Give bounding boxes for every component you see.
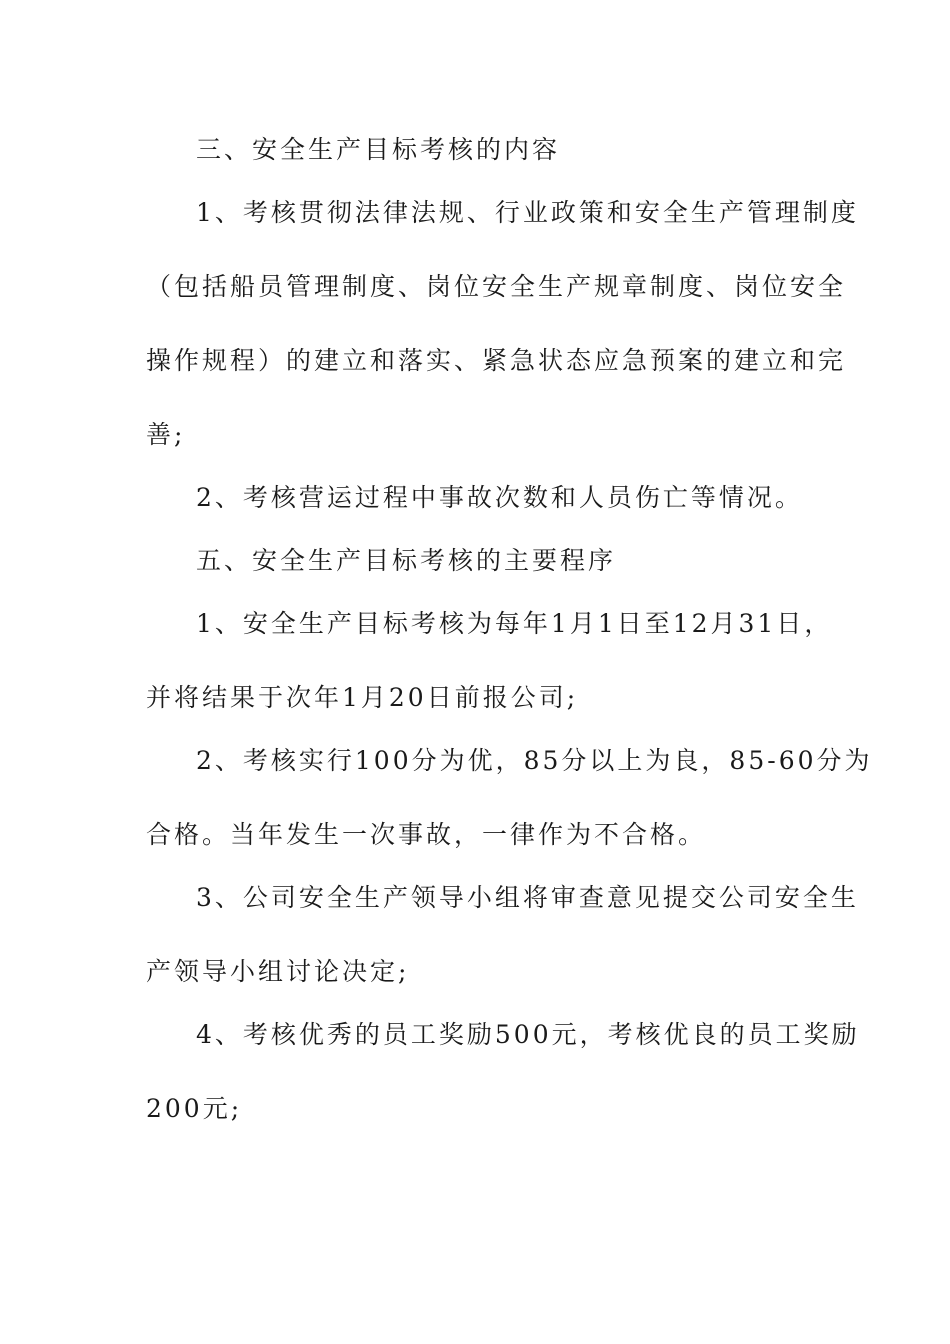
- section-heading-five: 五、安全生产目标考核的主要程序: [196, 546, 617, 575]
- paragraph-line: 1、考核贯彻法律法规、行业政策和安全生产管理制度: [196, 198, 859, 227]
- paragraph-line: 3、公司安全生产领导小组将审查意见提交公司安全生: [196, 883, 859, 912]
- paragraph-line: 产领导小组讨论决定;: [146, 957, 410, 986]
- paragraph-line: 并将结果于次年1月20日前报公司;: [146, 683, 579, 712]
- paragraph-line: 善;: [146, 420, 186, 449]
- paragraph-line: 4、考核优秀的员工奖励500元，考核优良的员工奖励: [196, 1020, 860, 1049]
- paragraph-line: 2、考核营运过程中事故次数和人员伤亡等情况。: [196, 483, 803, 512]
- section-heading-three: 三、安全生产目标考核的内容: [196, 135, 561, 164]
- paragraph-line: 1、安全生产目标考核为每年1月1日至12月31日，: [196, 609, 833, 638]
- paragraph-line: 合格。当年发生一次事故，一律作为不合格。: [146, 820, 707, 849]
- paragraph-line: 操作规程）的建立和落实、紧急状态应急预案的建立和完: [146, 346, 847, 375]
- paragraph-line: 200元;: [146, 1094, 243, 1123]
- paragraph-line: 2、考核实行100分为优，85分以上为良，85-60分为: [196, 746, 873, 775]
- paragraph-line: （包括船员管理制度、岗位安全生产规章制度、岗位安全: [146, 272, 847, 301]
